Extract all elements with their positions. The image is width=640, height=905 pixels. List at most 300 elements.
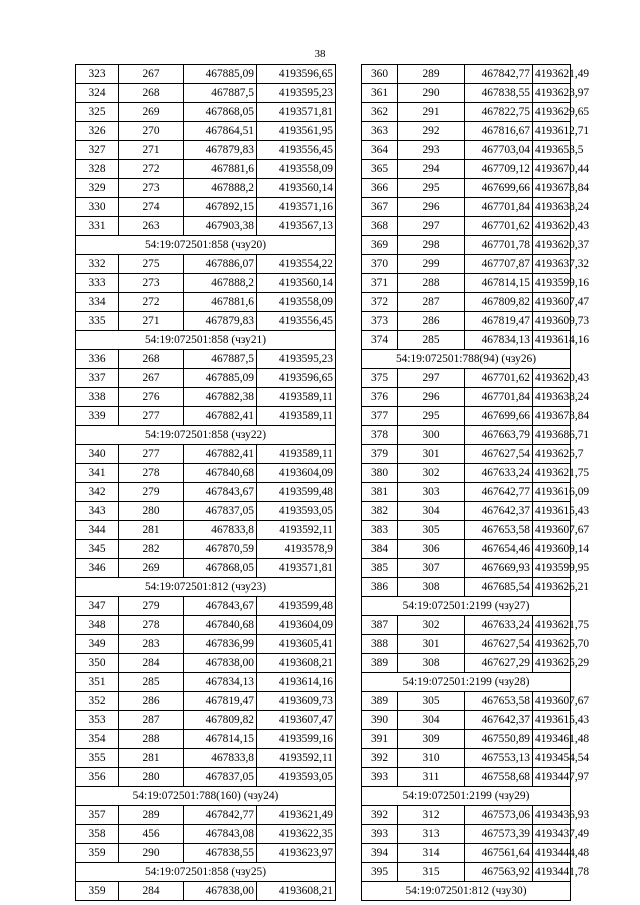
point-number-cell: 282 [119,540,184,559]
table-row [76,217,336,236]
table-row [76,407,336,426]
point-number-cell: 271 [119,141,184,160]
y-coordinate-cell: 4193614,16 [533,331,571,350]
point-index-cell: 336 [76,350,119,369]
point-number-cell: 298 [398,236,465,255]
point-number-cell: 314 [398,844,465,863]
point-index-cell: 348 [76,616,119,635]
page-number: 38 [314,48,326,60]
point-number-cell: 284 [119,882,184,901]
point-index-cell: 332 [76,255,119,274]
table-row [76,103,336,122]
y-coordinate-cell: 4193670,44 [533,160,571,179]
point-index-cell: 334 [76,293,119,312]
point-number-cell: 301 [398,445,465,464]
group-header-row [76,578,336,597]
point-index-cell: 378 [362,426,398,445]
y-coordinate-cell: 4193608,21 [257,882,336,901]
table-row [76,122,336,141]
point-number-cell: 281 [119,521,184,540]
x-coordinate-cell: 467882,41 [184,445,257,464]
x-coordinate-cell: 467903,38 [184,217,257,236]
point-index-cell: 323 [76,65,119,84]
table-row [362,692,571,711]
point-index-cell: 340 [76,445,119,464]
y-coordinate-cell: 4193673,84 [533,179,571,198]
table-row [362,749,571,768]
point-index-cell: 368 [362,217,398,236]
y-coordinate-cell: 4193605,41 [257,635,336,654]
y-coordinate-cell: 4193560,14 [257,274,336,293]
y-coordinate-cell: 4193593,05 [257,502,336,521]
group-header-row [362,673,571,692]
point-index-cell: 338 [76,388,119,407]
point-index-cell: 364 [362,141,398,160]
point-number-cell: 272 [119,160,184,179]
table-row [362,103,571,122]
x-coordinate-cell: 467669,93 [465,559,533,578]
point-index-cell: 353 [76,711,119,730]
x-coordinate-cell: 467573,06 [465,806,533,825]
point-index-cell: 380 [362,464,398,483]
y-coordinate-cell: 4193589,11 [257,445,336,464]
point-index-cell: 395 [362,863,398,882]
table-row [362,578,571,597]
cadastral-group-label: 54:19:072501:858 (чзу22) [76,426,336,445]
table-row [76,179,336,198]
x-coordinate-cell: 467885,09 [184,369,257,388]
point-index-cell: 352 [76,692,119,711]
y-coordinate-cell: 4193444,48 [533,844,571,863]
y-coordinate-cell: 4193625,70 [533,635,571,654]
point-number-cell: 308 [398,654,465,673]
x-coordinate-cell: 467838,00 [184,654,257,673]
x-coordinate-cell: 467553,13 [465,749,533,768]
table-row [76,198,336,217]
x-coordinate-cell: 467838,00 [184,882,257,901]
y-coordinate-cell: 4193571,81 [257,559,336,578]
point-number-cell: 270 [119,122,184,141]
y-coordinate-cell: 4193638,24 [533,198,571,217]
point-index-cell: 349 [76,635,119,654]
x-coordinate-cell: 467701,62 [465,217,533,236]
x-coordinate-cell: 467842,77 [465,65,533,84]
y-coordinate-cell: 4193607,67 [533,692,571,711]
y-coordinate-cell: 4193653,5 [533,141,571,160]
y-coordinate-cell: 4193558,09 [257,160,336,179]
table-row [76,483,336,502]
point-index-cell: 341 [76,464,119,483]
point-index-cell: 363 [362,122,398,141]
point-number-cell: 305 [398,692,465,711]
x-coordinate-cell: 467685,54 [465,578,533,597]
cadastral-group-label: 54:19:072501:2199 (чзу27) [362,597,571,616]
y-coordinate-cell: 4193615,43 [533,502,571,521]
y-coordinate-cell: 4193614,16 [257,673,336,692]
cadastral-group-label: 54:19:072501:858 (чзу21) [76,331,336,350]
coordinates-table-left [75,64,336,901]
table-row [362,559,571,578]
y-coordinate-cell: 4193607,47 [257,711,336,730]
x-coordinate-cell: 467837,05 [184,768,257,787]
table-row [362,236,571,255]
x-coordinate-cell: 467843,67 [184,597,257,616]
y-coordinate-cell: 4193607,67 [533,521,571,540]
point-index-cell: 372 [362,293,398,312]
table-row [362,825,571,844]
table-row [76,635,336,654]
table-row [362,616,571,635]
y-coordinate-cell: 4193592,11 [257,521,336,540]
point-number-cell: 309 [398,730,465,749]
point-number-cell: 267 [119,369,184,388]
x-coordinate-cell: 467819,47 [465,312,533,331]
cadastral-group-label: 54:19:072501:2199 (чзу29) [362,787,571,806]
x-coordinate-cell: 467843,08 [184,825,257,844]
point-index-cell: 356 [76,768,119,787]
point-number-cell: 280 [119,502,184,521]
table-row [362,217,571,236]
y-coordinate-cell: 4193436,93 [533,806,571,825]
y-coordinate-cell: 4193686,71 [533,426,571,445]
y-coordinate-cell: 4193561,95 [257,122,336,141]
y-coordinate-cell: 4193607,47 [533,293,571,312]
point-number-cell: 289 [119,806,184,825]
point-index-cell: 360 [362,65,398,84]
point-number-cell: 273 [119,179,184,198]
point-number-cell: 277 [119,445,184,464]
x-coordinate-cell: 467642,37 [465,711,533,730]
table-row [76,844,336,863]
point-index-cell: 366 [362,179,398,198]
table-row [362,407,571,426]
x-coordinate-cell: 467653,58 [465,521,533,540]
x-coordinate-cell: 467633,24 [465,464,533,483]
point-index-cell: 384 [362,540,398,559]
x-coordinate-cell: 467879,83 [184,312,257,331]
x-coordinate-cell: 467833,8 [184,749,257,768]
point-index-cell: 333 [76,274,119,293]
table-row [76,369,336,388]
x-coordinate-cell: 467699,66 [465,179,533,198]
table-row [362,844,571,863]
point-index-cell: 359 [76,844,119,863]
y-coordinate-cell: 4193620,43 [533,369,571,388]
y-coordinate-cell: 4193578,9 [257,540,336,559]
point-number-cell: 290 [119,844,184,863]
point-number-cell: 263 [119,217,184,236]
y-coordinate-cell: 4193622,35 [257,825,336,844]
y-coordinate-cell: 4193609,14 [533,540,571,559]
y-coordinate-cell: 4193620,43 [533,217,571,236]
point-number-cell: 268 [119,84,184,103]
point-number-cell: 269 [119,103,184,122]
x-coordinate-cell: 467809,82 [465,293,533,312]
point-number-cell: 271 [119,312,184,331]
table-row [76,825,336,844]
group-header-row [362,350,571,369]
x-coordinate-cell: 467864,51 [184,122,257,141]
point-index-cell: 355 [76,749,119,768]
point-index-cell: 345 [76,540,119,559]
x-coordinate-cell: 467709,12 [465,160,533,179]
y-coordinate-cell: 4193599,48 [257,483,336,502]
point-index-cell: 359 [76,882,119,901]
y-coordinate-cell: 4193621,49 [533,65,571,84]
point-number-cell: 286 [119,692,184,711]
cadastral-group-label: 54:19:072501:812 (чзу30) [362,882,571,901]
y-coordinate-cell: 4193454,54 [533,749,571,768]
table-row [362,122,571,141]
table-row [362,464,571,483]
point-index-cell: 347 [76,597,119,616]
x-coordinate-cell: 467840,68 [184,464,257,483]
point-index-cell: 373 [362,312,398,331]
table-row [362,84,571,103]
x-coordinate-cell: 467627,29 [465,654,533,673]
x-coordinate-cell: 467642,77 [465,483,533,502]
point-index-cell: 379 [362,445,398,464]
table-row [362,483,571,502]
point-number-cell: 302 [398,616,465,635]
point-index-cell: 381 [362,483,398,502]
table-row [362,255,571,274]
point-index-cell: 391 [362,730,398,749]
table-row [362,65,571,84]
table-row [76,673,336,692]
x-coordinate-cell: 467627,54 [465,635,533,654]
point-number-cell: 274 [119,198,184,217]
y-coordinate-cell: 4193615,43 [533,711,571,730]
x-coordinate-cell: 467558,68 [465,768,533,787]
point-index-cell: 335 [76,312,119,331]
y-coordinate-cell: 4193599,95 [533,559,571,578]
y-coordinate-cell: 4193447,97 [533,768,571,787]
point-index-cell: 382 [362,502,398,521]
x-coordinate-cell: 467882,41 [184,407,257,426]
table-row [76,559,336,578]
table-row [362,445,571,464]
point-number-cell: 279 [119,483,184,502]
point-number-cell: 287 [398,293,465,312]
y-coordinate-cell: 4193637,32 [533,255,571,274]
y-coordinate-cell: 4193621,49 [257,806,336,825]
point-number-cell: 272 [119,293,184,312]
point-number-cell: 456 [119,825,184,844]
point-index-cell: 394 [362,844,398,863]
point-index-cell: 357 [76,806,119,825]
x-coordinate-cell: 467836,99 [184,635,257,654]
table-row [362,730,571,749]
table-row [362,179,571,198]
y-coordinate-cell: 4193556,45 [257,312,336,331]
table-row [362,863,571,882]
point-number-cell: 289 [398,65,465,84]
group-header-row [76,236,336,255]
point-number-cell: 294 [398,160,465,179]
y-coordinate-cell: 4193558,09 [257,293,336,312]
point-index-cell: 337 [76,369,119,388]
y-coordinate-cell: 4193595,23 [257,84,336,103]
y-coordinate-cell: 4193673,84 [533,407,571,426]
point-number-cell: 292 [398,122,465,141]
y-coordinate-cell: 4193623,97 [533,84,571,103]
point-index-cell: 377 [362,407,398,426]
table-row [76,502,336,521]
x-coordinate-cell: 467834,13 [465,331,533,350]
y-coordinate-cell: 4193592,11 [257,749,336,768]
point-index-cell: 344 [76,521,119,540]
point-index-cell: 389 [362,692,398,711]
table-row [76,749,336,768]
point-index-cell: 374 [362,331,398,350]
x-coordinate-cell: 467654,46 [465,540,533,559]
x-coordinate-cell: 467653,58 [465,692,533,711]
table-row [362,198,571,217]
x-coordinate-cell: 467707,87 [465,255,533,274]
x-coordinate-cell: 467834,13 [184,673,257,692]
table-row [362,635,571,654]
point-index-cell: 362 [362,103,398,122]
point-number-cell: 296 [398,198,465,217]
table-row [76,65,336,84]
point-index-cell: 331 [76,217,119,236]
point-number-cell: 302 [398,464,465,483]
point-number-cell: 305 [398,521,465,540]
y-coordinate-cell: 4193589,11 [257,407,336,426]
y-coordinate-cell: 4193461,48 [533,730,571,749]
x-coordinate-cell: 467573,39 [465,825,533,844]
table-row [76,141,336,160]
y-coordinate-cell: 4193437,49 [533,825,571,844]
x-coordinate-cell: 467819,47 [184,692,257,711]
y-coordinate-cell: 4193629,65 [533,103,571,122]
y-coordinate-cell: 4193604,09 [257,464,336,483]
cadastral-group-label: 54:19:072501:788(160) (чзу24) [76,787,336,806]
x-coordinate-cell: 467885,09 [184,65,257,84]
y-coordinate-cell: 4193612,71 [533,122,571,141]
point-number-cell: 300 [398,426,465,445]
point-number-cell: 288 [119,730,184,749]
point-index-cell: 375 [362,369,398,388]
point-number-cell: 275 [119,255,184,274]
y-coordinate-cell: 4193595,23 [257,350,336,369]
point-number-cell: 269 [119,559,184,578]
x-coordinate-cell: 467809,82 [184,711,257,730]
point-index-cell: 324 [76,84,119,103]
table-row [76,255,336,274]
point-index-cell: 390 [362,711,398,730]
x-coordinate-cell: 467879,83 [184,141,257,160]
y-coordinate-cell: 4193623,97 [257,844,336,863]
group-header-row [362,597,571,616]
point-index-cell: 325 [76,103,119,122]
point-number-cell: 286 [398,312,465,331]
y-coordinate-cell: 4193567,13 [257,217,336,236]
point-index-cell: 328 [76,160,119,179]
table-row [76,806,336,825]
point-index-cell: 376 [362,388,398,407]
table-row [76,521,336,540]
x-coordinate-cell: 467840,68 [184,616,257,635]
x-coordinate-cell: 467837,05 [184,502,257,521]
point-index-cell: 367 [362,198,398,217]
y-coordinate-cell: 4193441,78 [533,863,571,882]
point-number-cell: 273 [119,274,184,293]
x-coordinate-cell: 467703,04 [465,141,533,160]
point-index-cell: 369 [362,236,398,255]
point-number-cell: 281 [119,749,184,768]
y-coordinate-cell: 4193599,16 [533,274,571,293]
point-index-cell: 342 [76,483,119,502]
table-row [362,331,571,350]
y-coordinate-cell: 4193608,21 [257,654,336,673]
table-row [362,711,571,730]
x-coordinate-cell: 467842,77 [184,806,257,825]
table-row [362,768,571,787]
cadastral-group-label: 54:19:072501:788(94) (чзу26) [362,350,571,369]
group-header-row [76,331,336,350]
x-coordinate-cell: 467843,67 [184,483,257,502]
table-row [76,274,336,293]
y-coordinate-cell: 4193571,16 [257,198,336,217]
point-number-cell: 288 [398,274,465,293]
y-coordinate-cell: 4193609,73 [257,692,336,711]
group-header-row [362,787,571,806]
point-number-cell: 296 [398,388,465,407]
point-number-cell: 287 [119,711,184,730]
x-coordinate-cell: 467888,2 [184,179,257,198]
x-coordinate-cell: 467882,38 [184,388,257,407]
y-coordinate-cell: 4193604,09 [257,616,336,635]
point-index-cell: 351 [76,673,119,692]
point-number-cell: 311 [398,768,465,787]
point-index-cell: 327 [76,141,119,160]
x-coordinate-cell: 467887,5 [184,84,257,103]
y-coordinate-cell: 4193599,16 [257,730,336,749]
table-row [76,160,336,179]
y-coordinate-cell: 4193556,45 [257,141,336,160]
y-coordinate-cell: 4193596,65 [257,65,336,84]
x-coordinate-cell: 467868,05 [184,103,257,122]
point-index-cell: 393 [362,768,398,787]
y-coordinate-cell: 4193625,29 [533,654,571,673]
point-number-cell: 284 [119,654,184,673]
y-coordinate-cell: 4193620,37 [533,236,571,255]
point-number-cell: 291 [398,103,465,122]
point-number-cell: 290 [398,84,465,103]
x-coordinate-cell: 467550,89 [465,730,533,749]
table-row [362,312,571,331]
point-index-cell: 393 [362,825,398,844]
table-row [362,502,571,521]
group-header-row [362,882,571,901]
y-coordinate-cell: 4193621,75 [533,464,571,483]
point-index-cell: 350 [76,654,119,673]
table-row [76,882,336,901]
group-header-row [76,426,336,445]
table-row [362,521,571,540]
x-coordinate-cell: 467816,67 [465,122,533,141]
point-number-cell: 295 [398,407,465,426]
point-number-cell: 308 [398,578,465,597]
table-row [362,293,571,312]
point-number-cell: 312 [398,806,465,825]
table-row [76,464,336,483]
point-number-cell: 297 [398,217,465,236]
table-row [76,616,336,635]
cadastral-group-label: 54:19:072501:858 (чзу20) [76,236,336,255]
